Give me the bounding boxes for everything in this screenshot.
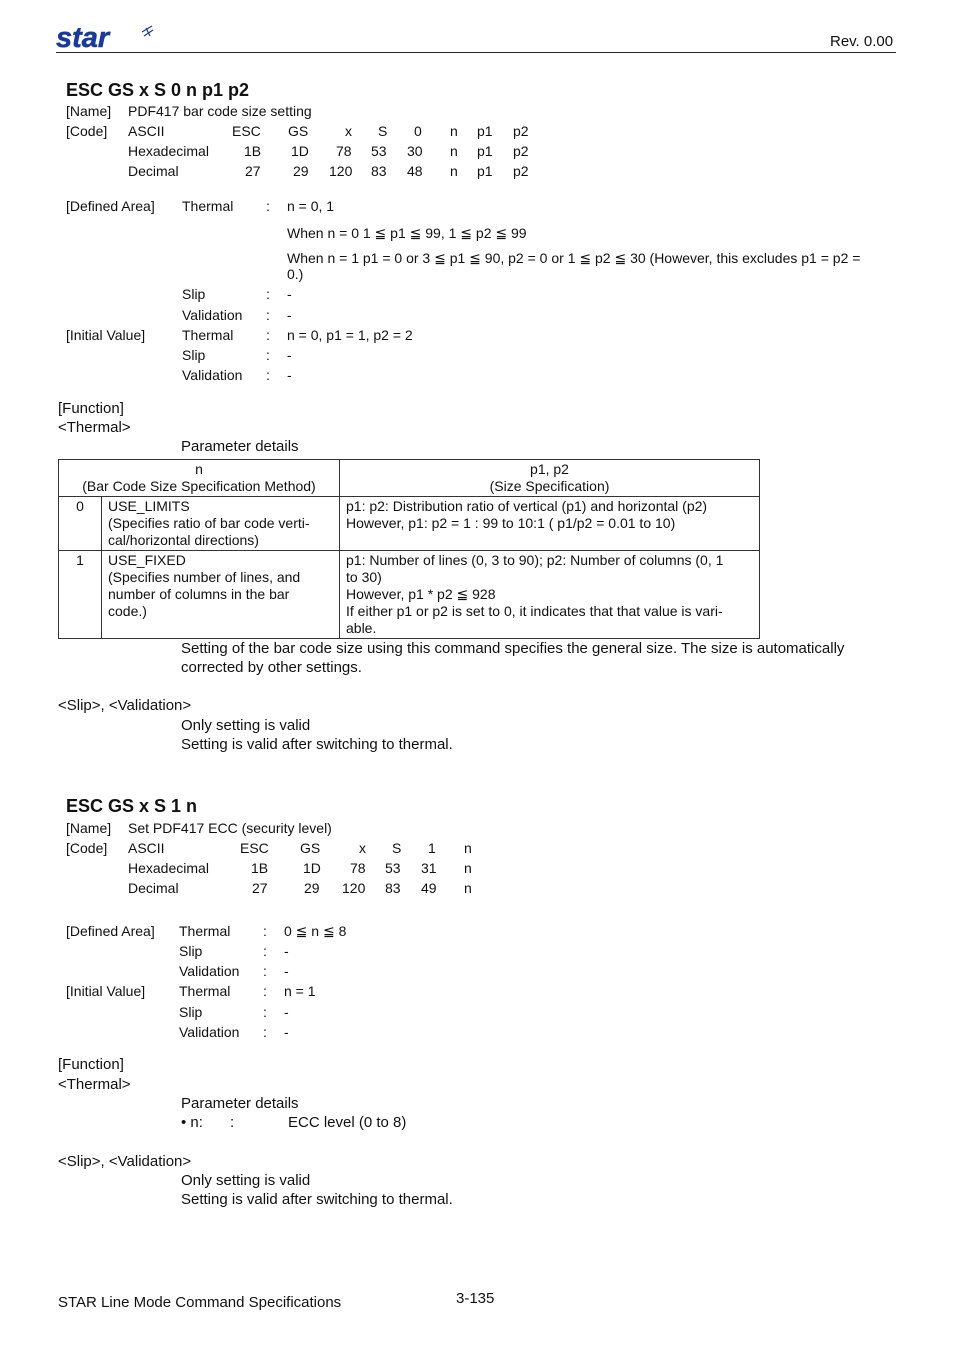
- star-logo: [56, 22, 156, 52]
- thermal-label: Thermal: [182, 198, 234, 214]
- header-rule: [56, 52, 896, 53]
- table-row: 0 USE_LIMITS (Specifies ratio of bar code verti- cal/horizontal directions) p1: p2: Distribution ratio of vertical (p1) and horizontal (p2) However, p1: p2 = 1 : 99 to 10:1 ( p1/p2 = 0.01 to 10): [59, 497, 760, 551]
- footer-title: STAR Line Mode Command Specifications: [58, 1294, 342, 1311]
- when-n0: When n = 0 1 ≦ p1 ≦ 99, 1 ≦ p2 ≦ 99: [287, 225, 527, 241]
- cmd2-initial-thermal: n = 1: [284, 983, 316, 999]
- function-label: [Function]: [58, 400, 124, 417]
- size-note: Setting of the bar code size using this command specifies the general size. The size is automatically: [181, 640, 845, 657]
- header-p: p1, p2 (Size Specification): [340, 460, 760, 497]
- when-n1: When n = 1 p1 = 0 or 3 ≦ p1 ≦ 90, p2 = 0 or 1 ≦ p2 ≦ 30 (However, this excludes p1 = p2 =: [287, 250, 861, 266]
- param-n-value: ECC level (0 to 8): [288, 1114, 407, 1131]
- cmd2-name: Set PDF417 ECC (security level): [128, 820, 332, 836]
- code-label: [Code]: [66, 123, 108, 139]
- defined-area-label: [Defined Area]: [66, 198, 155, 214]
- parameter-details: Parameter details: [181, 438, 299, 455]
- table-header-row: [59, 460, 760, 497]
- cmd2-title: ESC GS x S 1 n: [66, 796, 198, 816]
- cmd2-defined-thermal: 0 ≦ n ≦ 8: [284, 923, 347, 939]
- initial-value-label: [Initial Value]: [66, 327, 146, 343]
- parameter-table: [58, 459, 760, 639]
- header-n: n (Bar Code Size Specification Method): [59, 460, 340, 497]
- cmd1-title: ESC GS x S 0 n p1 p2: [66, 80, 250, 100]
- table-row: 1 USE_FIXED (Specifies number of lines, and number of columns in the bar code.) p1: Number of lines (0, 3 to 90); p2: Number of columns (0, 1 to 30) However, p1 * p2 ≦ 928 If either p1 or p2 is set to 0, it indicates that that value is vari- able.: [59, 551, 760, 639]
- cmd1-name: PDF417 bar code size setting: [128, 103, 312, 119]
- initial-thermal: n = 0, p1 = 1, p2 = 2: [287, 327, 413, 343]
- defined-thermal: n = 0, 1: [287, 198, 335, 214]
- slip-validation-tag: <Slip>, <Validation>: [58, 697, 192, 714]
- thermal-tag: <Thermal>: [58, 419, 131, 436]
- param-n-label: • n:: [181, 1114, 203, 1131]
- revision: Rev. 0.00: [830, 33, 894, 50]
- svg-text:star: star: [56, 22, 110, 52]
- name-label: [Name]: [66, 103, 112, 119]
- page-number: 3-135: [456, 1290, 495, 1307]
